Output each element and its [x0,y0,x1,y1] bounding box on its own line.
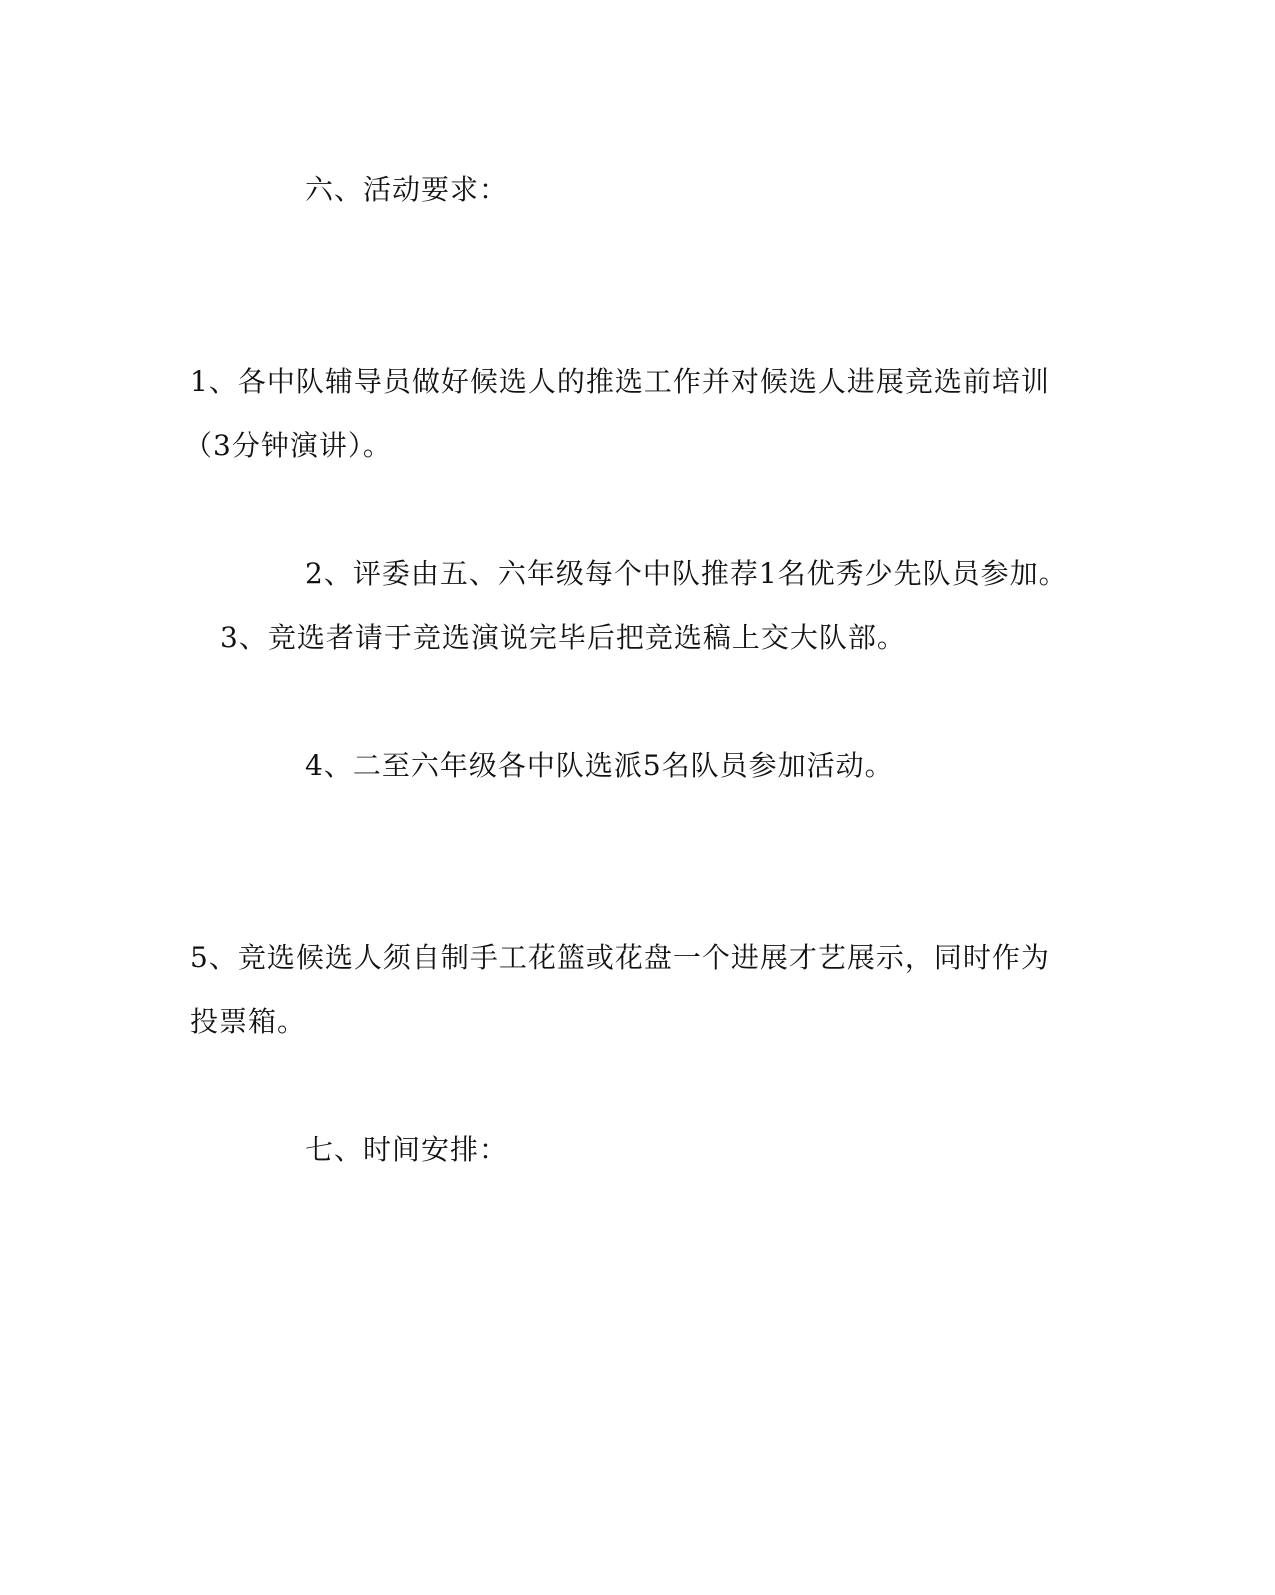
requirement-item-2: 2、评委由五、六年级每个中队推荐1名优秀少先队员参加。 [305,557,1068,590]
requirement-item-5-line-1: 5、竞选候选人须自制手工花篮或花盘一个进展才艺展示，同时作为 [190,941,1050,974]
section-heading-six: 六、活动要求： [305,173,509,206]
requirement-item-3: 3、竞选者请于竞选演说完毕后把竞选稿上交大队部。 [220,621,906,654]
requirement-item-5-line-2: 投票箱。 [190,1005,307,1038]
requirement-item-1-line-1: 1、各中队辅导员做好候选人的推选工作并对候选人进展竞选前培训 [190,365,1050,398]
section-heading-seven: 七、时间安排： [305,1133,509,1166]
requirement-item-1-line-2: （3分钟演讲）。 [184,429,392,462]
requirement-item-4: 4、二至六年级各中队选派5名队员参加活动。 [305,749,894,782]
